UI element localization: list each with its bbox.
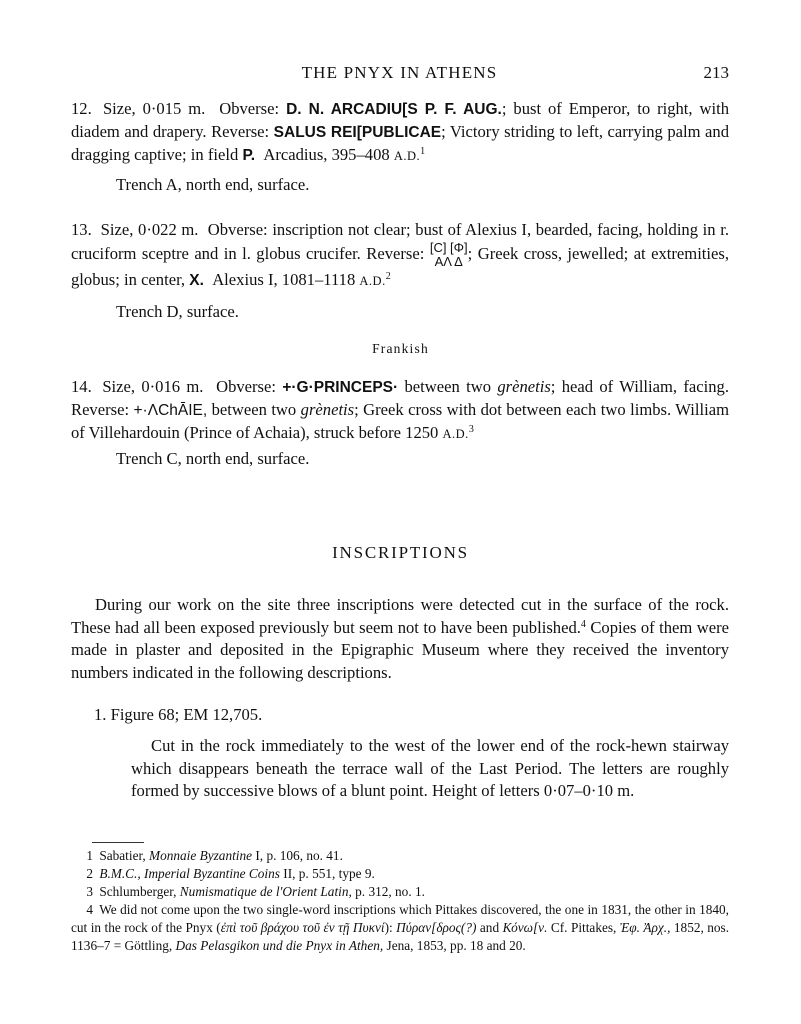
reverse-description: ; Victory striding to left, carrying palm and dragging captive; in field (71, 122, 729, 164)
obverse-legend: +·G·PRINCEPS· (282, 379, 399, 396)
reverse-legend-block (430, 241, 468, 269)
footnote-ref: 4 (580, 618, 586, 630)
reverse-legend: SALUS REI[PUBLICAE (273, 124, 442, 141)
inscription-1-description: Cut in the rock immediately to the west of the lower end of the rock-hewn stairway which disappears beneath the terrace wall of the Last Period. The letters are roughly formed by successive blows of a blunt point. Height of letters 0·07–0·10 m. (131, 736, 729, 800)
footnote-text: We did not come upon the two single-word inscriptions which Pittakes discovered, the one in 1831, the other in 1840, cut in the rock of the Pnyx ( (71, 902, 729, 935)
footnote-title: Das Pelasgikon und die Pnyx in Athen, (175, 938, 384, 953)
ruler-dates: Arcadius, 395–408 (263, 145, 390, 164)
reverse-legend: +·ΛChĀIE, (133, 402, 208, 419)
footnote-2 (71, 865, 729, 883)
entry-number: 14. (71, 377, 92, 396)
entry-number: 12. (71, 99, 92, 118)
footnote-title: Numismatique de l'Orient Latin, (179, 884, 352, 899)
reverse-description: ; Greek cross, jewelled; at extremities, globus; in center, (71, 243, 729, 289)
footnote-text: 1852, nos. 1136–7 = Göttling, (71, 920, 730, 953)
footnote-text: Jena, 1853, pp. 18 and 20. (386, 938, 526, 953)
greek-abbrev: Ἐφ. Ἀρχ., (619, 920, 671, 935)
ruler-dates: Alexius I, 1081–1118 (212, 270, 356, 289)
findspot-12: Trench A, north end, surface. (116, 175, 310, 194)
reverse-label: Reverse: (366, 243, 425, 263)
footnote-ref: 2 (385, 271, 391, 282)
section-title-inscriptions: INSCRIPTIONS (332, 543, 469, 562)
page-number: 213 (703, 63, 729, 82)
footnote-3 (71, 883, 729, 901)
greek-word: Κόνω[ν. (502, 920, 548, 935)
footnote-ref: 3 (468, 424, 474, 435)
obverse-label: Obverse: (219, 99, 280, 118)
reverse-description-a: between two (211, 400, 297, 419)
obverse-description-a: between two (404, 377, 491, 396)
reverse-label: Reverse: (71, 400, 130, 419)
grenetis-term: grènetis (497, 377, 551, 396)
footnote-text: Sabatier, (99, 848, 146, 863)
greek-phrase: ἐπὶ τοῦ βράχου τοῦ ἐν τῇ Πυκνί (220, 920, 385, 935)
era-label: A.D. (442, 427, 469, 441)
running-head: THE PNYX IN ATHENS (301, 63, 498, 82)
greek-word: Πύραν[δρος(?) (396, 920, 477, 935)
era-label: A.D. (359, 274, 386, 288)
obverse-label: Obverse: (216, 377, 276, 396)
intro-text: During our work on the site three inscriptions were detected cut in the surface of the rock. These had all been exposed previously but seem not to have been published. (71, 595, 729, 637)
reverse-description-b: ; Greek cross with dot between each two limbs. William of Villehardouin (Prince of Achaia), struck before 1250 (71, 400, 729, 442)
footnote-title: Monnaie Byzantine (149, 848, 253, 863)
footnote-text: Cf. Pittakes, (550, 920, 617, 935)
coin-size: Size, 0·022 m. (100, 220, 199, 239)
footnote-1 (71, 847, 729, 865)
footnote-text: I, p. 106, no. 41. (255, 848, 343, 863)
reverse-legend-top: [C] [Φ] (429, 240, 468, 255)
era-label: A.D. (393, 149, 421, 163)
footnote-ref: 1 (420, 146, 426, 157)
footnote-index: 2 (86, 866, 93, 881)
page-header (70, 63, 729, 87)
obverse-description: ; bust of Emperor, to right, with diadem and drapery. (71, 99, 730, 141)
footnote-index: 1 (86, 848, 93, 863)
footnote-index: 3 (86, 884, 93, 899)
obverse-legend: D. N. ARCADIU[S P. F. AUG. (286, 101, 502, 118)
coin-entry-12 (71, 98, 729, 167)
intro-rest: Copies of them were made in plaster and deposited in the Epigraphic Museum where they received the inventory numbers indicated in the following descriptions. (71, 617, 729, 682)
field-mark: P. (242, 147, 256, 164)
coin-size: Size, 0·015 m. (102, 99, 206, 118)
inscription-1-label: 1. Figure 68; EM 12,705. (94, 705, 263, 724)
center-mark: X. (189, 272, 204, 289)
coin-size: Size, 0·016 m. (102, 377, 204, 396)
footnote-index: 4 (86, 902, 93, 917)
coin-entry-14 (71, 376, 729, 445)
footnote-text: Schlumberger, (99, 884, 177, 899)
findspot-13: Trench D, surface. (116, 302, 239, 321)
footnote-rule (92, 842, 144, 843)
footnote-text: II, p. 551, type 9. (283, 866, 375, 881)
footnote-4 (71, 901, 729, 955)
inscriptions-intro (71, 594, 729, 684)
footnote-text: p. 312, no. 1. (355, 884, 425, 899)
obverse-description-b: ; head of William, facing. (550, 377, 729, 396)
reverse-legend-bottom: ΑΛ Δ (434, 254, 463, 269)
obverse-text: Obverse: inscription not clear; bust of Alexius I, bearded, facing, holding in r. cruciform sceptre and in l. globus crucifer. (71, 220, 729, 263)
section-heading-frankish: Frankish (372, 341, 429, 356)
reverse-label: Reverse: (211, 122, 270, 141)
entry-number: 13. (71, 220, 92, 239)
grenetis-term: grènetis (300, 400, 355, 419)
footnote-title: B.M.C., Imperial Byzantine Coins (99, 866, 280, 881)
coin-entry-13 (71, 219, 729, 292)
footnote-text: ): (384, 920, 393, 935)
footnote-text: and (479, 920, 500, 935)
findspot-14: Trench C, north end, surface. (116, 449, 310, 468)
